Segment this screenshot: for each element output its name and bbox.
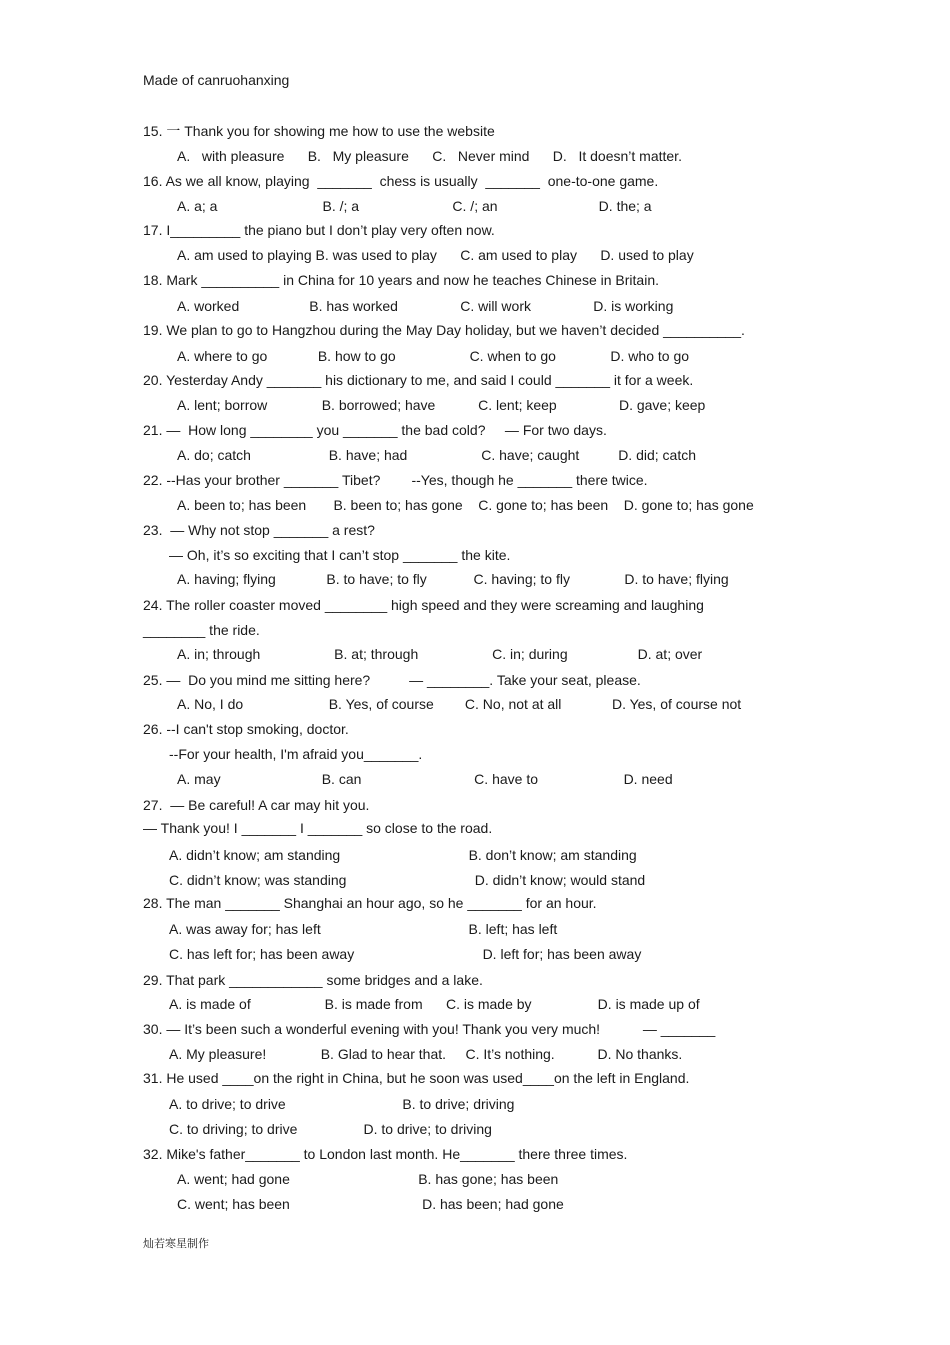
options-25: A. No, I do B. Yes, of course C. No, not at all D. Yes, of course not [177, 696, 742, 712]
options-28-row1: A. was away for; has left B. left; has left [169, 921, 558, 937]
question-22: 22. --Has your brother _______ Tibet? --Yes, though he _______ there twice. [143, 472, 648, 488]
question-30: 30. — It’s been such a wonderful evening with you! Thank you very much! — _______ [143, 1021, 716, 1037]
question-26: 26. --I can't stop smoking, doctor. [143, 721, 349, 737]
question-24-cont: ________ the ride. [143, 622, 260, 638]
question-26-response: --For your health, I'm afraid you_______. [169, 746, 423, 762]
options-18: A. worked B. has worked C. will work D. is working [177, 298, 674, 314]
options-26: A. may B. can C. have to D. need [177, 771, 673, 787]
options-32-row2: C. went; has been D. has been; had gone [177, 1196, 564, 1212]
options-15: A. with pleasure B. My pleasure C. Never mind D. It doesn’t matter. [177, 148, 682, 164]
options-29: A. is made of B. is made from C. is made by D. is made up of [169, 996, 700, 1012]
question-29: 29. That park ____________ some bridges and a lake. [143, 972, 483, 988]
question-23: 23. — Why not stop _______ a rest? [143, 522, 375, 538]
options-30: A. My pleasure! B. Glad to hear that. C. It’s nothing. D. No thanks. [169, 1046, 683, 1062]
options-16: A. a; a B. /; a C. /; an D. the; a [177, 198, 652, 214]
question-31: 31. He used ____on the right in China, but he soon was used____on the left in England. [143, 1070, 690, 1086]
question-27: 27. — Be careful! A car may hit you. [143, 797, 370, 813]
options-27-row2: C. didn’t know; was standing D. didn’t know; would stand [169, 872, 646, 888]
question-19: 19. We plan to go to Hangzhou during the May Day holiday, but we haven’t decided __________. [143, 322, 745, 338]
question-28: 28. The man _______ Shanghai an hour ago, so he _______ for an hour. [143, 895, 597, 911]
question-15: 15. 一 Thank you for showing me how to use the website [143, 123, 495, 139]
question-27-response: — Thank you! I _______ I _______ so close to the road. [143, 820, 493, 836]
question-16: 16. As we all know, playing _______ chess is usually _______ one-to-one game. [143, 173, 659, 189]
options-17: A. am used to playing B. was used to play C. am used to play D. used to play [177, 247, 694, 263]
question-17: 17. I_________ the piano but I don’t play very often now. [143, 222, 495, 238]
options-22: A. been to; has been B. been to; has gone C. gone to; has been D. gone to; has gone [177, 497, 754, 513]
question-23-response: — Oh, it’s so exciting that I can’t stop _______ the kite. [169, 547, 511, 563]
options-20: A. lent; borrow B. borrowed; have C. lent; keep D. gave; keep [177, 397, 706, 413]
options-24: A. in; through B. at; through C. in; during D. at; over [177, 646, 703, 662]
options-23: A. having; flying B. to have; to fly C. having; to fly D. to have; flying [177, 571, 729, 587]
question-18: 18. Mark __________ in China for 10 years and now he teaches Chinese in Britain. [143, 272, 659, 288]
options-19: A. where to go B. how to go C. when to go D. who to go [177, 348, 690, 364]
page-header: Made of canruohanxing [143, 72, 290, 88]
question-20: 20. Yesterday Andy _______ his dictionary to me, and said I could _______ it for a week. [143, 372, 694, 388]
options-21: A. do; catch B. have; had C. have; caught D. did; catch [177, 447, 697, 463]
options-31-row1: A. to drive; to drive B. to drive; driving [169, 1096, 515, 1112]
options-27-row1: A. didn’t know; am standing B. don’t know; am standing [169, 847, 637, 863]
options-31-row2: C. to driving; to drive D. to drive; to driving [169, 1121, 492, 1137]
question-21: 21. — How long ________ you _______ the bad cold? — For two days. [143, 422, 607, 438]
options-32-row1: A. went; had gone B. has gone; has been [177, 1171, 559, 1187]
question-24: 24. The roller coaster moved ________ high speed and they were screaming and laughing [143, 597, 704, 613]
question-25: 25. — Do you mind me sitting here? — ________. Take your seat, please. [143, 672, 641, 688]
options-28-row2: C. has left for; has been away D. left for; has been away [169, 946, 642, 962]
page-footer: 灿若寒星制作 [143, 1237, 209, 1250]
question-32: 32. Mike's father_______ to London last month. He_______ there three times. [143, 1146, 628, 1162]
